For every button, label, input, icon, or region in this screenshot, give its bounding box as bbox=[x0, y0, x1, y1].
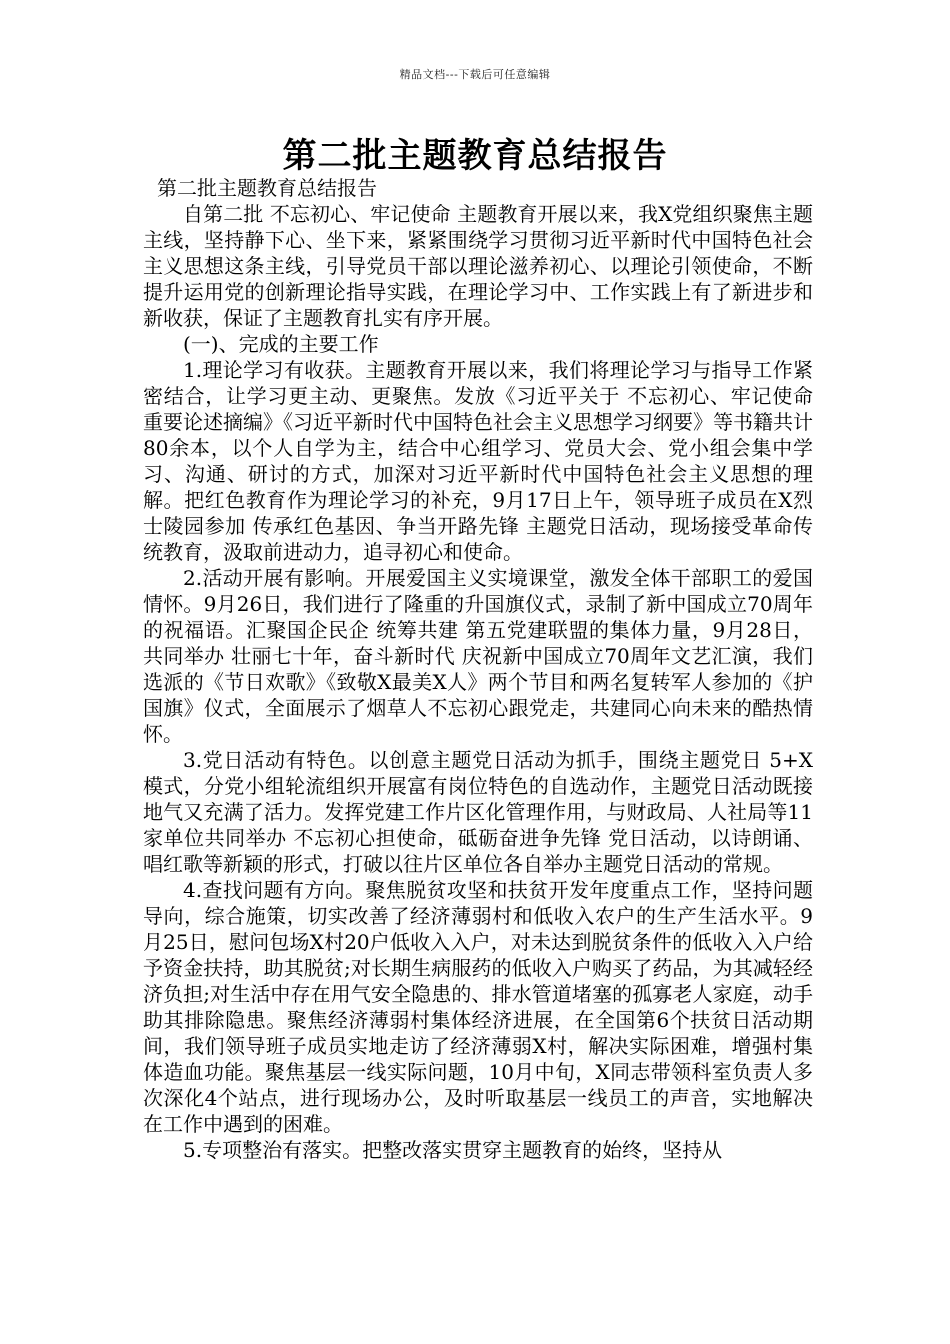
paragraph-item-5: 5.专项整治有落实。把整改落实贯穿主题教育的始终，坚持从 bbox=[183, 1138, 723, 1162]
paragraph-intro: 自第二批 不忘初心、牢记使命 主题教育开展以来，我X党组织聚焦主题主线，坚持静下心、坐下来，紧紧围绕学习贯彻习近平新时代中国特色社会主义思想这条主线，引导党员干部以理论滋养初心、以理论引领使命，不断提升运用党的创新理论指导实践，在理论学习中、工作实践上有了新进步和新收获，保证了主题教育扎实有序开展。 bbox=[143, 202, 813, 330]
paragraph-item-1: 1.理论学习有收获。主题教育开展以来，我们将理论学习与指导工作紧密结合，让学习更主动、更聚焦。发放《习近平关于 不忘初心、牢记使命 重要论述摘编》《习近平新时代中国特色社会主义思想学习纲要》等书籍共计80余本，以个人自学为主，结合中心组学习、党员大会、党小组会集中学习、沟通、研讨的方式，加深对习近平新时代中国特色社会主义思想的理解。把红色教育作为理论学习的补充，9月17日上午，领导班子成员在X烈士陵园参加 传承红色基因、争当开路先锋 主题党日活动，现场接受革命传统教育，汲取前进动力，追寻初心和使命。 bbox=[143, 358, 813, 564]
section-heading: (一)、完成的主要工作 bbox=[183, 332, 379, 356]
document-body bbox=[143, 175, 813, 1163]
header-note: 精品文档---下载后可任意编辑 bbox=[399, 68, 551, 81]
document-subtitle: 第二批主题教育总结报告 bbox=[157, 176, 377, 200]
paragraph-item-4: 4.查找问题有方向。聚焦脱贫攻坚和扶贫开发年度重点工作，坚持问题导向，综合施策，切实改善了经济薄弱村和低收入农户的生产生活水平。9月25日，慰问包场X村20户低收入入户，对未达到脱贫条件的低收入入户给予资金扶持，助其脱贫;对长期生病服药的低收入户购买了药品，为其减轻经济负担;对生活中存在用气安全隐患的、排水管道堵塞的孤寡老人家庭，动手助其排除隐患。聚焦经济薄弱村集体经济进展，在全国第6个扶贫日活动期间，我们领导班子成员实地走访了经济薄弱X村，解决实际困难，增强村集体造血功能。聚焦基层一线实际问题，10月中旬，X同志带领科室负责人多次深化4个站点，进行现场办公，及时听取基层一线员工的声音，实地解决在工作中遇到的困难。 bbox=[143, 878, 813, 1136]
document-title: 第二批主题教育总结报告 bbox=[282, 136, 668, 176]
paragraph-item-3: 3.党日活动有特色。以创意主题党日活动为抓手，围绕主题党日 5+X 模式，分党小组轮流组织开展富有岗位特色的自选动作，主题党日活动既接地气又充满了活力。发挥党建工作片区化管理作用，与财政局、人社局等11家单位共同举办 不忘初心担使命，砥砺奋进争先锋 党日活动，以诗朗诵、唱红歌等新颖的形式，打破以往片区单位各自举办主题党日活动的常规。 bbox=[143, 748, 813, 876]
paragraph-item-2: 2.活动开展有影响。开展爱国主义实境课堂，激发全体干部职工的爱国情怀。9月26日，我们进行了隆重的升国旗仪式，录制了新中国成立70周年的祝福语。汇聚国企民企 统筹共建 第五党建联盟的集体力量，9月28日，共同举办 壮丽七十年，奋斗新时代 庆祝新中国成立70周年文艺汇演，我们选派的《节日欢歌》《致敬X最美X人》两个节目和两名复转军人参加的《护国旗》仪式，全面展示了烟草人不忘初心跟党走，共建同心向未来的酷热情怀。 bbox=[143, 566, 813, 746]
